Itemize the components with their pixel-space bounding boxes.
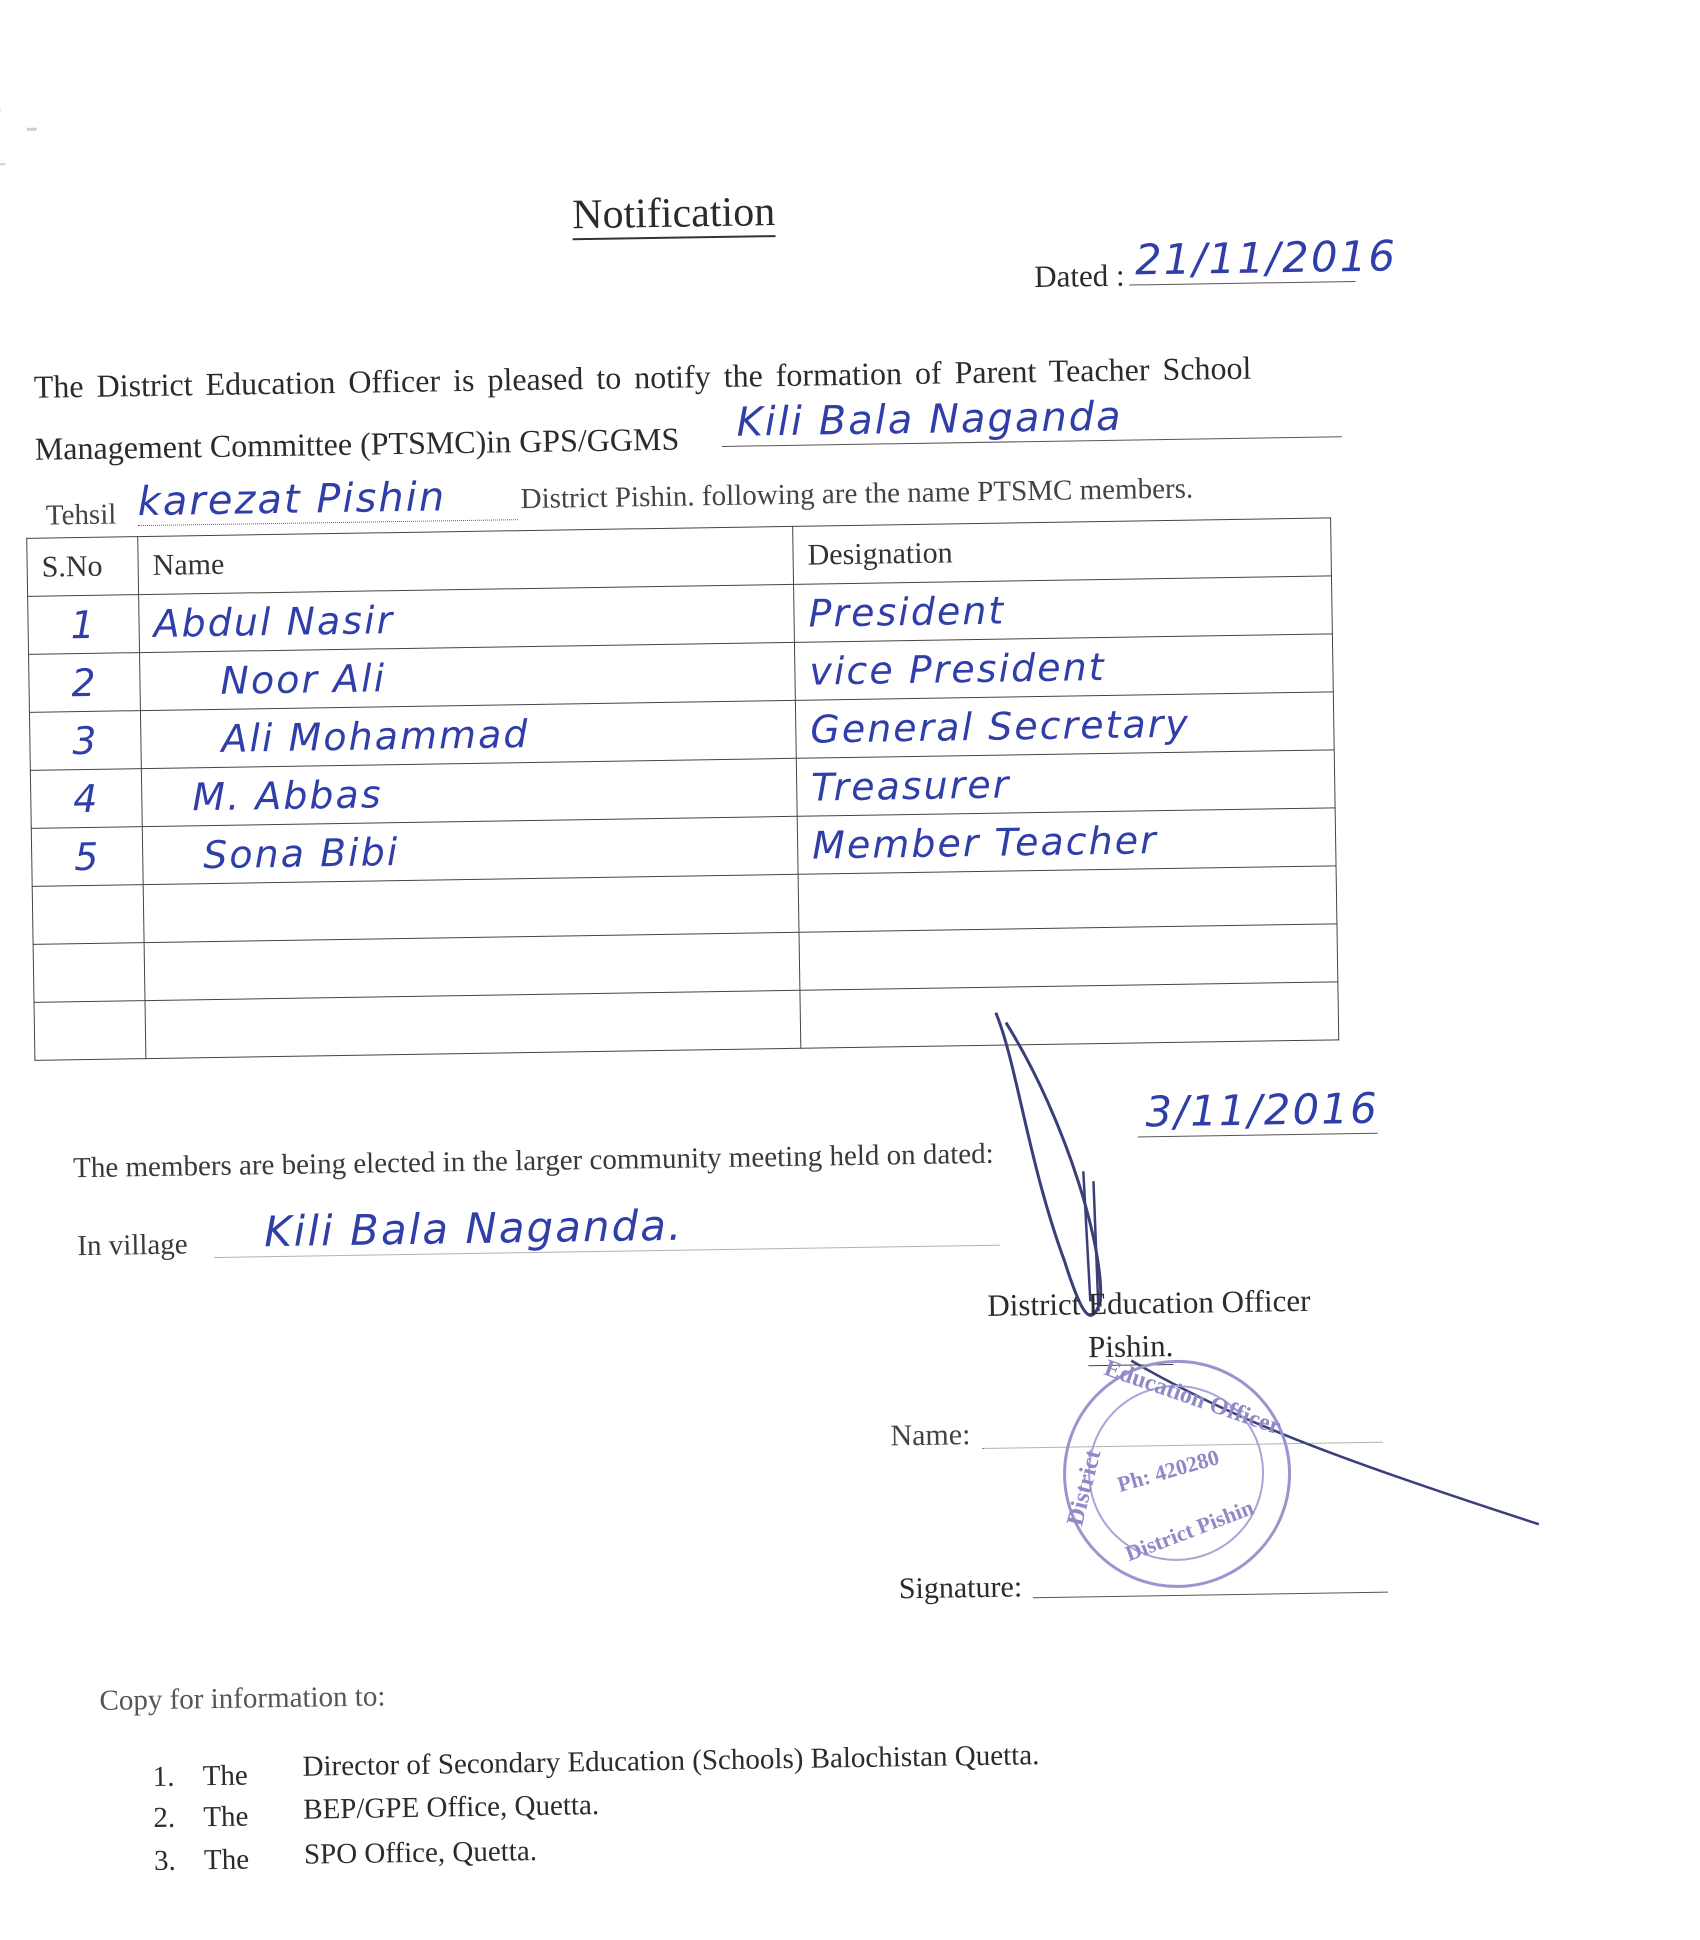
- row-sno: [32, 885, 144, 945]
- signature-line: [1033, 1592, 1388, 1599]
- row-designation: [799, 924, 1338, 990]
- copy-heading: Copy for information to:: [99, 1680, 386, 1717]
- copy-item-the: The: [202, 1759, 249, 1793]
- row-name: [144, 932, 800, 1000]
- stamp-left-text: District: [1062, 1447, 1107, 1529]
- scan-speck: [27, 128, 37, 131]
- copy-item-num: 1.: [152, 1760, 175, 1794]
- dated-label: Dated :: [1033, 257, 1125, 295]
- row-sno: [33, 943, 145, 1003]
- village-label: In village: [77, 1228, 188, 1263]
- signature-label: Signature:: [898, 1570, 1023, 1606]
- row-sno: 4: [30, 769, 142, 829]
- stamp-center-text: Ph: 420280: [1114, 1444, 1222, 1497]
- stamp-bottom-text: District Pishin: [1121, 1494, 1257, 1567]
- scan-speck: [0, 108, 1, 111]
- village-value: Kili Bala Naganda.: [214, 1196, 1000, 1258]
- row-name: M. Abbas: [141, 758, 797, 826]
- row-designation: vice President: [794, 634, 1333, 700]
- row-sno: [34, 1001, 146, 1061]
- copy-item-text: Director of Secondary Education (Schools) Balochistan Quetta.: [302, 1739, 1040, 1783]
- row-designation: [798, 866, 1337, 932]
- dated-value: 21/11/2016: [1129, 232, 1356, 286]
- row-sno: 3: [29, 711, 141, 771]
- row-designation: Treasurer: [796, 750, 1335, 816]
- meeting-date: 3/11/2016: [1137, 1084, 1378, 1138]
- copy-item-num: 2.: [153, 1801, 176, 1835]
- row-name: [143, 874, 799, 942]
- row-name: Abdul Nasir: [139, 584, 795, 652]
- row-designation: General Secretary: [795, 692, 1334, 758]
- meeting-text: The members are being elected in the larger community meeting held on dated:: [72, 1137, 994, 1185]
- school-name: Kili Bala Naganda: [721, 390, 1342, 447]
- officer-place: Pishin.: [1087, 1327, 1174, 1365]
- intro-line-2-prefix: Management Committee (PTSMC)in GPS/GGMS: [34, 420, 680, 467]
- members-table: [26, 517, 1339, 1060]
- scan-speck: [0, 163, 5, 165]
- name-label: Name:: [890, 1418, 971, 1453]
- page-title: Notification: [571, 189, 776, 239]
- tehsil-value: karezat Pishin: [137, 473, 518, 526]
- officer-title: District Education Officer: [987, 1282, 1311, 1323]
- copy-item-text: SPO Office, Quetta.: [303, 1835, 538, 1871]
- copy-item-num: 3.: [153, 1844, 177, 1878]
- tehsil-label: Tehsil: [45, 498, 117, 532]
- copy-item-the: The: [203, 1843, 250, 1877]
- row-designation: President: [794, 576, 1333, 642]
- row-designation: Member Teacher: [797, 808, 1336, 874]
- copy-item-text: BEP/GPE Office, Quetta.: [302, 1789, 600, 1826]
- row-name: Noor Ali: [140, 642, 796, 710]
- stamp-top-text: Education Officer: [1100, 1355, 1284, 1441]
- intro-line-3: District Pishin. following are the name PTSMC members.: [520, 472, 1194, 516]
- row-name: Ali Mohammad: [140, 700, 796, 768]
- header-designation: Designation: [793, 518, 1332, 584]
- row-sno: 1: [28, 595, 140, 655]
- row-sno: 5: [31, 827, 143, 887]
- copy-item-the: The: [203, 1800, 249, 1834]
- row-name: [145, 990, 801, 1058]
- header-name: Name: [138, 526, 794, 594]
- row-sno: 2: [29, 653, 141, 713]
- intro-line-1: The District Education Officer is pleased to notify the formation of Parent Teacher School: [33, 349, 1252, 405]
- row-name: Sona Bibi: [142, 816, 798, 884]
- header-sno: S.No: [27, 537, 139, 597]
